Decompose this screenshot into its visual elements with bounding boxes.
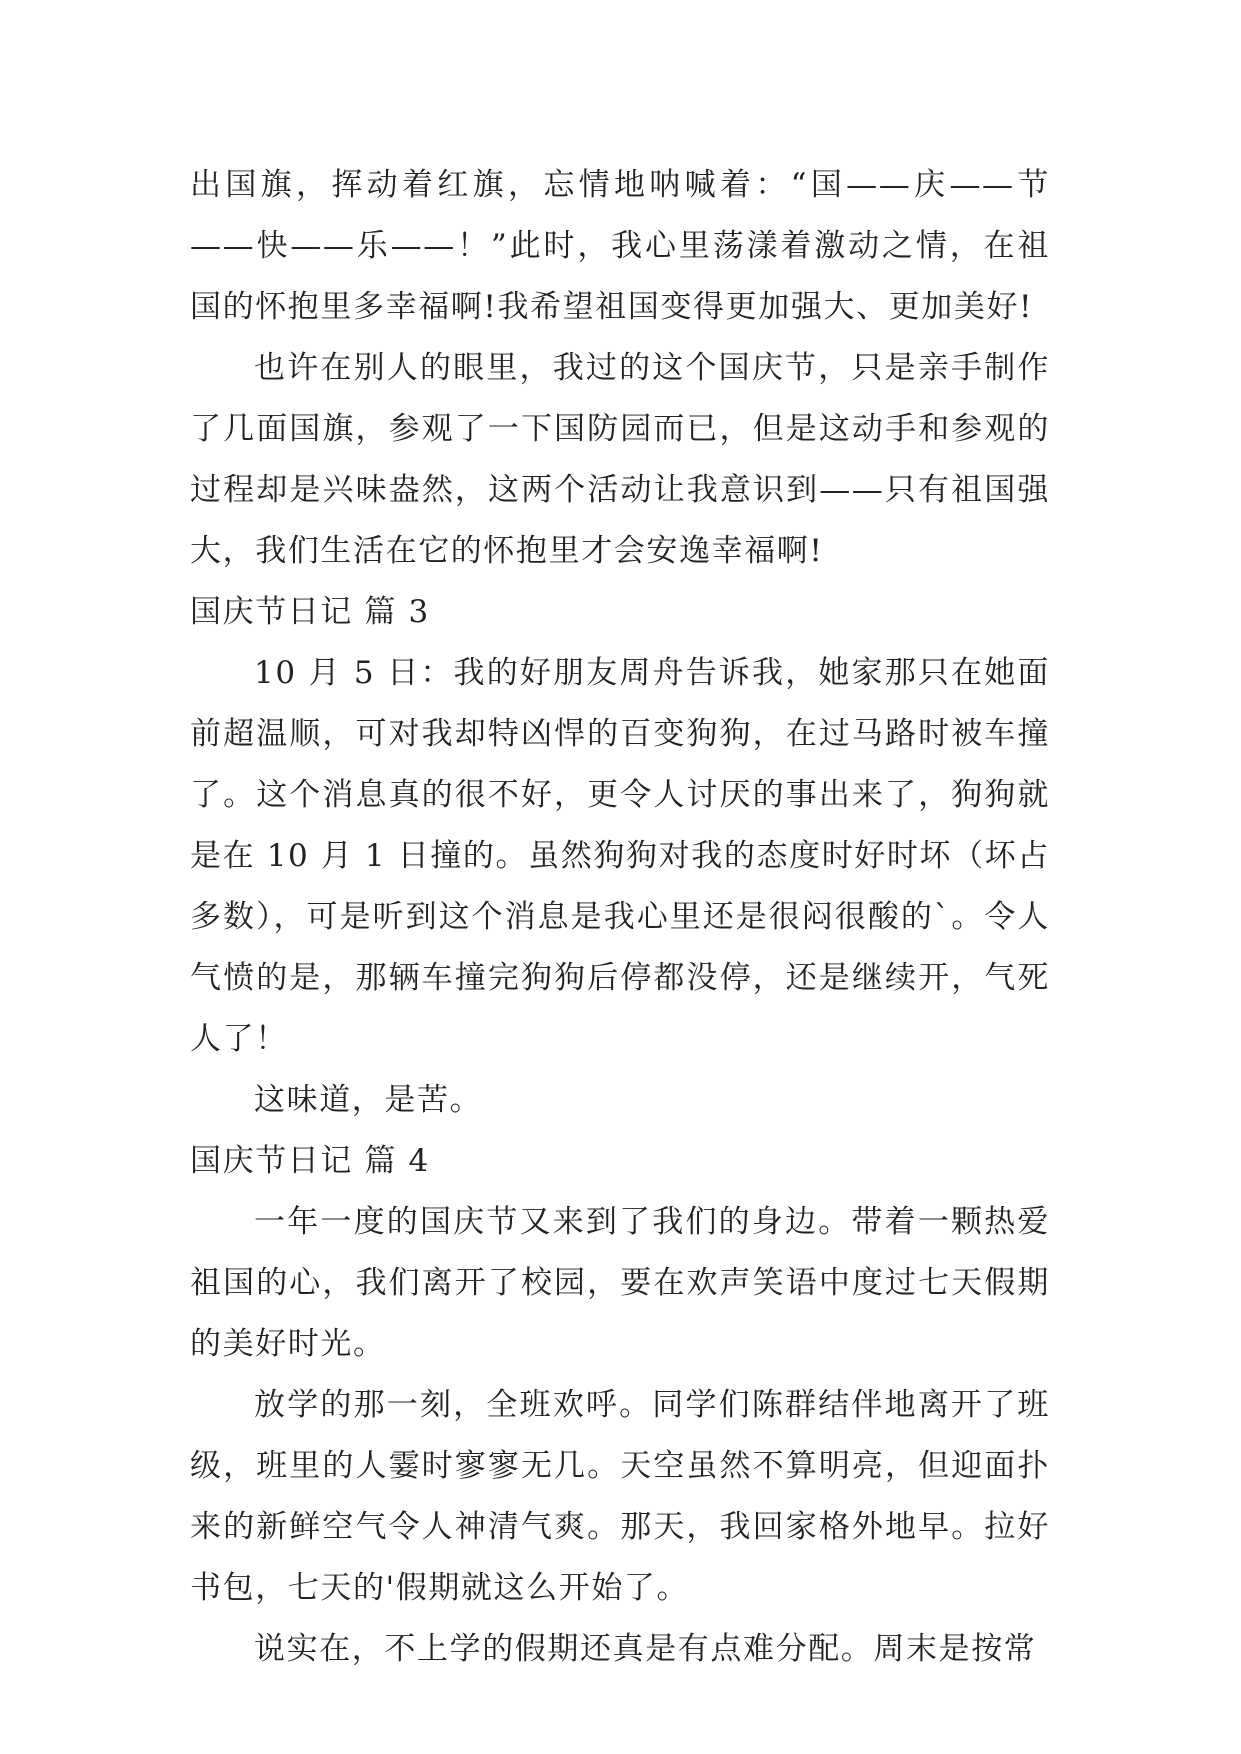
- section-heading: 国庆节日记 篇 3: [190, 594, 430, 630]
- paragraph: 说实在，不上学的假期还真是有点难分配。周末是按常: [254, 1631, 1037, 1667]
- paragraph: 10 月 5 日：我的好朋友周舟告诉我，她家那只在她面前超温顺，可对我却特凶悍的百变狗狗，在过马路时被车撞了。这个消息真的很不好，更令人讨厌的事出来了，狗狗就是在 10 月 1 日撞的。虽然狗狗对我的态度时好时坏（坏占多数），可是听到这个消息是我心里还是很闷很酸的`。令人气愤的是，那辆车撞完狗狗后停都没停，还是继续开，气死人了！: [190, 655, 1050, 1057]
- paragraph: 放学的那一刻，全班欢呼。同学们陈群结伴地离开了班级，班里的人霎时寥寥无几。天空虽然不算明亮，但迎面扑来的新鲜空气令人神清气爽。那天，我回家格外地早。拉好书包，七天的'假期就这么开始了。: [190, 1387, 1050, 1606]
- paragraph: 出国旗，挥动着红旗，忘情地呐喊着：“国——庆——节——快——乐——！”此时，我心里荡漾着激动之情，在祖国的怀抱里多幸福啊!我希望祖国变得更加强大、更加美好!: [190, 167, 1050, 325]
- paragraph: 一年一度的国庆节又来到了我们的身边。带着一颗热爱祖国的心，我们离开了校园，要在欢声笑语中度过七天假期的美好时光。: [190, 1204, 1050, 1362]
- paragraph: 这味道，是苦。: [254, 1082, 483, 1118]
- document-body: [190, 155, 1050, 1680]
- section-heading: 国庆节日记 篇 4: [190, 1143, 430, 1179]
- paragraph: 也许在别人的眼里，我过的这个国庆节，只是亲手制作了几面国旗，参观了一下国防园而已，但是这动手和参观的过程却是兴味盎然，这两个活动让我意识到——只有祖国强大，我们生活在它的怀抱里才会安逸幸福啊!: [190, 350, 1050, 569]
